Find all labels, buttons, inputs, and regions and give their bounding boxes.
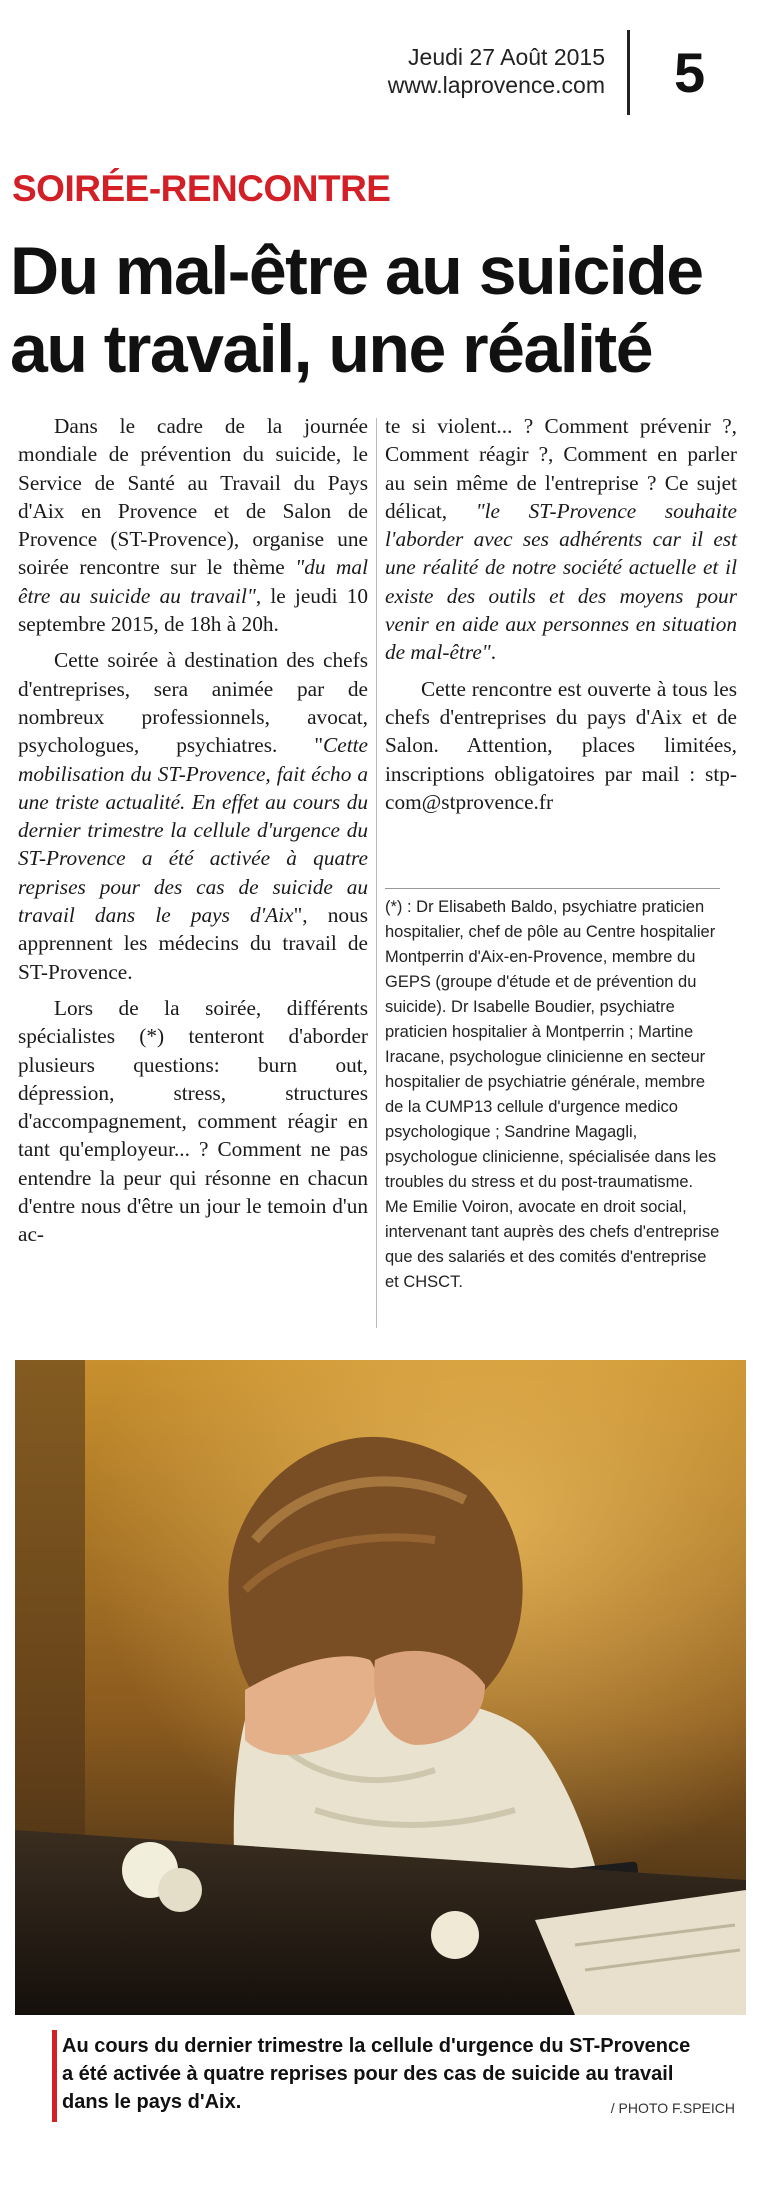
photo-credit: / PHOTO F.SPEICH [610,2100,735,2116]
column2-paragraph-1 [385,412,737,667]
photo-caption: Au cours du dernier trimestre la cellule d'urgence du ST-Provence a été activée à quatre reprises pour des cas de suicide au travail dans le pays d'Aix. [62,2035,691,2113]
footnote-rule [385,888,720,889]
section-rubric: SOIRÉE-RENCONTRE [12,168,391,209]
para-text-end: ", nous apprennent les médecins du travail de ST-Provence. [18,903,369,984]
para-quote: "le ST-Provence souhaite l'aborder avec ses adhérents car il est une réalité de notre société actuelle et il existe des outils et des moyens pour venir en aide aux personnes en situation de mal-être" [385,498,737,665]
para-quote: "du mal être au suicide au travail" [18,555,368,608]
caption-accent-bar [52,2030,57,2122]
article-column-1 [18,412,368,1257]
headline-line-2: au travail, une réalité [10,311,653,387]
column2-paragraph-2: Cette rencontre est ouverte à tous les chefs d'entreprises du pays d'Aix et de Salon. Attention, places limitées, inscriptions obligatoires par mail : stp-com@stprovence.fr [385,676,737,814]
article-column-2 [385,412,737,824]
headline-line-1: Du mal-être au suicide [10,233,703,309]
column1-paragraph-2 [18,646,368,986]
para-quote: Cette mobilisation du ST-Provence, fait écho a une triste actualité. En effet au cours du dernier trimestre la cellule d'urgence du ST-Provence a été activée à quatre reprises pour des cas de suicide au travail dans le pays d'Aix [18,733,368,928]
footnote: (*) : Dr Elisabeth Baldo, psychiatre praticien hospitalier, chef de pôle au Centre hospitalier Montperrin d'Aix-en-Provence, membre du GEPS (groupe d'étude et de prévention du suicide). Dr Isabelle Boudier, psychiatre praticien hospitalier à Montperrin ; Martine Iracane, psychologue clinicienne en secteur hospitalier de psychiatrie générale, membre de la CUMP13 cellule d'urgence medico psychologique ; Sandrine Magagli, psychologue clinicienne, spécialisée dans les troubles du stress et du post-traumatisme. Me Emilie Voiron, avocate en droit social, intervenant tant auprès des chefs d'entreprise que des salariés et des comités d'entreprise et CHSCT. [385,898,720,1291]
header-date: Jeudi 27 Août 2015 [408,44,605,70]
article-headline [10,232,755,388]
column1-paragraph-1 [18,412,368,638]
column-divider [376,418,377,1328]
header-url[interactable]: www.laprovence.com [387,72,605,98]
para-text: Dans le cadre de la journée mondiale de prévention du suicide, le Service de Santé au Travail du Pays d'Aix en Provence et de Salon de Provence (ST-Provence), organise une soirée rencontre sur le thème [18,414,368,580]
para-text: Cette soirée à destination des chefs d'entreprises, sera animée par de nombreux professionnels, avocat, psychologues, psychiatres. " [18,648,368,758]
page-number: 5 [674,41,706,104]
photo-illustration [15,1360,746,2015]
para-text-end: . [490,640,497,665]
column1-paragraph-3: Lors de la soirée, différents spécialistes (*) tenteront d'aborder plusieurs questions: burn out, dépression, stress, structures d'accompagnement, comment réagir en tant qu'employeur... ? Comment ne pas entendre la peur qui résonne en chacun d'entre nous d'être un jour le temoin d'un ac- [18,995,368,1247]
para-text: te si violent... ? Comment prévenir ?, Comment réagir ?, Comment en parler au sein même de l'entreprise ? Ce sujet délicat, [385,414,737,523]
para-text-end: , le jeudi 10 septembre 2015, de 18h à 20h. [18,583,369,637]
article-photo [15,1360,746,2015]
page-header [0,0,763,120]
header-divider [627,30,630,115]
